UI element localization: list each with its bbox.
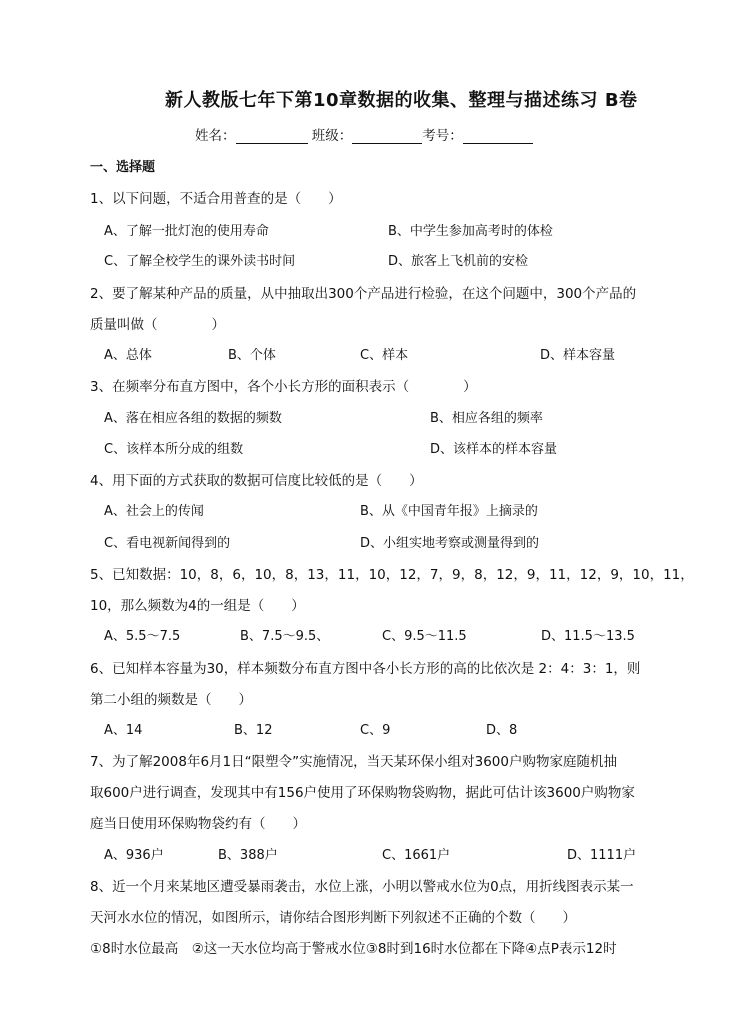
question-6-option-c: C、9	[360, 723, 391, 738]
question-7-stem-line-3: 庭当日使用环保购物袋约有（ ）	[90, 816, 306, 832]
question-2-option-a: A、总体	[104, 348, 152, 363]
question-7-option-c: C、1661户	[382, 848, 451, 863]
question-4-option-a: A、社会上的传闻	[104, 504, 204, 519]
question-4-stem: 4、用下面的方式获取的数据可信度比较低的是（ ）	[90, 473, 423, 489]
number-label: 考号：	[422, 128, 463, 144]
question-3-stem: 3、在频率分布直方图中，各个小长方形的面积表示（ ）	[90, 379, 477, 395]
question-3-option-d: D、该样本的样本容量	[430, 442, 558, 457]
question-2-stem-line-2: 质量叫做（ ）	[90, 317, 225, 333]
section-heading: 一、选择题	[90, 160, 156, 175]
question-2-option-c: C、样本	[360, 348, 409, 363]
question-7-option-d: D、1111户	[567, 848, 637, 863]
name-blank[interactable]	[236, 129, 308, 144]
question-3-option-c: C、该样本所分成的组数	[104, 442, 244, 457]
question-1-option-a: A、了解一批灯泡的使用寿命	[104, 224, 269, 239]
question-1-option-d: D、旅客上飞机前的安检	[388, 254, 529, 269]
question-8-stem-line-3: ①8时水位最高 ②这一天水位均高于警戒水位③8时到16时水位都在下降④点P表示12时	[90, 941, 617, 957]
question-5-option-a: A、5.5～7.5	[104, 629, 181, 644]
class-label: 班级：	[311, 128, 353, 144]
question-2-option-d: D、样本容量	[540, 348, 616, 363]
question-4-option-d: D、小组实地考察或测量得到的	[360, 536, 540, 551]
name-label: 姓名：	[195, 128, 236, 144]
number-blank[interactable]	[463, 129, 533, 144]
question-4-option-c: C、看电视新闻得到的	[104, 536, 231, 551]
question-5-stem-line-1: 5、已知数据：10，8，6，10，8，13，11，10，12，7，9，8，12，9，11，12，9，10，11，	[90, 567, 694, 583]
question-6-stem-line-2: 第二小组的频数是（ ）	[90, 692, 252, 708]
question-1-option-b: B、中学生参加高考时的体检	[388, 224, 553, 239]
question-6-option-b: B、12	[234, 723, 273, 738]
question-5-option-c: C、9.5～11.5	[382, 629, 467, 644]
question-4-option-b: B、从《中国青年报》上摘录的	[360, 504, 538, 519]
question-1-option-c: C、了解全校学生的课外读书时间	[104, 254, 296, 269]
question-6-stem-line-1: 6、已知样本容量为30，样本频数分布直方图中各小长方形的高的比依次是 2：4：3：1，则	[90, 661, 641, 677]
question-8-stem-line-2: 天河水水位的情况，如图所示，请你结合图形判断下列叙述不正确的个数（ ）	[90, 910, 576, 926]
question-7-option-b: B、388户	[218, 848, 278, 863]
question-6-option-a: A、14	[104, 723, 143, 738]
document-title: 新人教版七年下第10章数据的收集、整理与描述练习 B卷	[165, 90, 638, 111]
question-5-option-b: B、7.5～9.5、	[240, 629, 330, 644]
question-7-stem-line-2: 取600户进行调查，发现其中有156户使用了环保购物袋购物，据此可估计该3600户购物家	[90, 785, 635, 801]
question-5-stem-line-2: 10，那么频数为4的一组是（ ）	[90, 598, 305, 614]
question-7-stem-line-1: 7、为了解2008年6月1日“限塑令”实施情况，当天某环保小组对3600户购物家庭随机抽	[90, 754, 617, 770]
question-3-option-a: A、落在相应各组的数据的频数	[104, 411, 282, 426]
question-1-stem: 1、以下问题，不适合用普查的是（ ）	[90, 191, 342, 207]
question-7-option-a: A、936户	[104, 848, 164, 863]
question-2-option-b: B、个体	[228, 348, 276, 363]
question-5-option-d: D、11.5～13.5	[541, 629, 635, 644]
question-8-stem-line-1: 8、近一个月来某地区遭受暴雨袭击，水位上涨，小明以警戒水位为0点，用折线图表示某一	[90, 879, 634, 895]
class-blank[interactable]	[352, 129, 422, 144]
question-6-option-d: D、8	[486, 723, 518, 738]
question-2-stem-line-1: 2、要了解某种产品的质量，从中抽取出300个产品进行检验，在这个问题中，300个产品的	[90, 286, 637, 302]
student-info-line	[195, 124, 533, 144]
question-3-option-b: B、相应各组的频率	[430, 411, 543, 426]
